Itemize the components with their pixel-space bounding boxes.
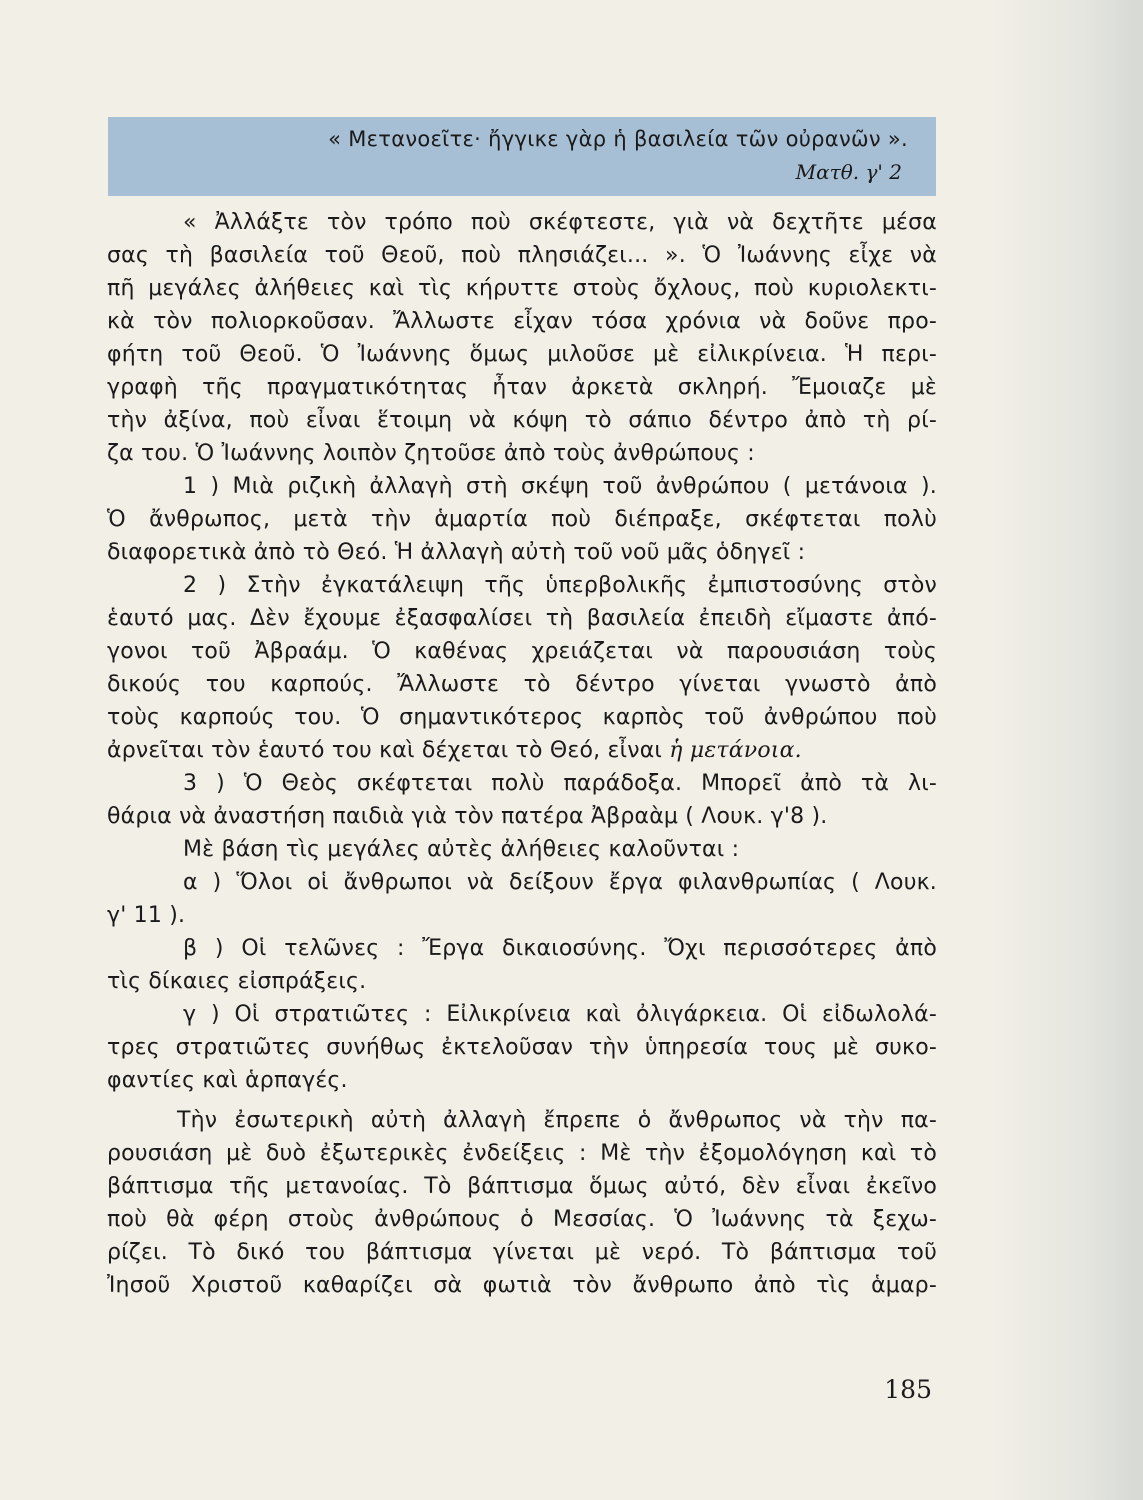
text-line: βάπτισμα τῆς μετανοίας. Τὸ βάπτισμα ὅμως αὐτό, δὲν εἶναι ἐκεῖνο <box>107 1174 937 1199</box>
italic-phrase: ἡ μετάνοια. <box>669 738 802 763</box>
text-line: γ ) Οἱ στρατιῶτες : Εἰλικρίνεια καὶ ὀλιγάρκεια. Οἱ εἰδωλολά- <box>183 1002 937 1027</box>
epigraph-quote: « Μετανοεῖτε· ἤγγικε γὰρ ἡ βασιλεία τῶν οὐρανῶν ». <box>328 127 908 151</box>
text-line: γ' 11 ). <box>107 903 186 928</box>
epigraph-box <box>108 117 936 196</box>
text-line-with-italic <box>107 734 937 767</box>
text-line-part: ἀρνεῖται τὸν ἑαυτό του καὶ δέχεται τὸ Θεό, εἶναι <box>107 738 663 763</box>
body-text <box>107 206 937 1302</box>
text-line: τὴν ἀξίνα, ποὺ εἶναι ἕτοιμη νὰ κόψη τὸ σάπιο δέντρο ἀπὸ τὴ ρί- <box>107 408 937 433</box>
epigraph-reference: Ματθ. γ' 2 <box>795 160 902 184</box>
text-line: διαφορετικὰ ἀπὸ τὸ Θεό. Ἡ ἀλλαγὴ αὐτὴ τοῦ νοῦ μᾶς ὁδηγεῖ : <box>107 540 806 565</box>
page-edge-shadow <box>993 0 1143 1500</box>
text-line: τὶς δίκαιες εἰσπράξεις. <box>107 969 367 994</box>
page-number: 185 <box>884 1375 932 1404</box>
text-line: γραφὴ τῆς πραγματικότητας ἦταν ἀρκετὰ σκληρή. Ἔμοιαζε μὲ <box>107 375 937 400</box>
text-line: Ὁ ἄνθρωπος, μετὰ τὴν ἁμαρτία ποὺ διέπραξε, σκέφτεται πολὺ <box>107 507 937 532</box>
text-line: 3 ) Ὁ Θεὸς σκέφτεται πολὺ παράδοξα. Μπορεῖ ἀπὸ τὰ λι- <box>183 771 937 796</box>
text-line: τοὺς καρπούς του. Ὁ σημαντικότερος καρπὸς τοῦ ἀνθρώπου ποὺ <box>107 705 937 730</box>
text-line: φαντίες καὶ ἁρπαγές. <box>107 1068 348 1093</box>
text-line: 1 ) Μιὰ ριζικὴ ἀλλαγὴ στὴ σκέψη τοῦ ἀνθρώπου ( μετάνοια ). <box>183 474 937 499</box>
text-line: ἑαυτό μας. Δὲν ἔχουμε ἐξασφαλίσει τὴ βασιλεία ἐπειδὴ εἴμαστε ἀπό- <box>107 606 937 631</box>
text-line: πῆ μεγάλες ἀλήθειες καὶ τὶς κήρυττε στοὺς ὄχλους, ποὺ κυριολεκτι- <box>107 276 937 301</box>
text-line: ρίζει. Τὸ δικό του βάπτισμα γίνεται μὲ νερό. Τὸ βάπτισμα τοῦ <box>107 1240 937 1265</box>
text-line: κὰ τὸν πολιορκοῦσαν. Ἄλλωστε εἶχαν τόσα χρόνια νὰ δοῦνε προ- <box>107 309 937 334</box>
text-line: Μὲ βάση τὶς μεγάλες αὐτὲς ἀλήθειες καλοῦνται : <box>183 837 740 862</box>
text-line: Τὴν ἐσωτερικὴ αὐτὴ ἀλλαγὴ ἔπρεπε ὁ ἄνθρωπος νὰ τὴν πα- <box>177 1108 937 1133</box>
text-line: θάρια νὰ ἀναστήση παιδιὰ γιὰ τὸν πατέρα Ἀβραὰμ ( Λουκ. γ'8 ). <box>107 804 828 829</box>
text-line: ρουσιάση μὲ δυὸ ἐξωτερικὲς ἐνδείξεις : Μὲ τὴν ἐξομολόγηση καὶ τὸ <box>107 1141 937 1166</box>
text-line: 2 ) Στὴν ἐγκατάλειψη τῆς ὑπερβολικῆς ἐμπιστοσύνης στὸν <box>183 573 937 598</box>
text-line: « Ἀλλάξτε τὸν τρόπο ποὺ σκέφτεστε, γιὰ νὰ δεχτῆτε μέσα <box>183 210 937 235</box>
text-line: ποὺ θὰ φέρη στοὺς ἀνθρώπους ὁ Μεσσίας. Ὁ Ἰωάννης τὰ ξεχω- <box>107 1207 937 1232</box>
text-line: ζα του. Ὁ Ἰωάννης λοιπὸν ζητοῦσε ἀπὸ τοὺς ἀνθρώπους : <box>107 441 755 466</box>
text-line: φήτη τοῦ Θεοῦ. Ὁ Ἰωάννης ὅμως μιλοῦσε μὲ εἰλικρίνεια. Ἡ περι- <box>107 342 937 367</box>
text-line: σας τὴ βασιλεία τοῦ Θεοῦ, ποὺ πλησιάζει... ». Ὁ Ἰωάννης εἶχε νὰ <box>107 243 937 268</box>
text-line: δικούς του καρπούς. Ἄλλωστε τὸ δέντρο γίνεται γνωστὸ ἀπὸ <box>107 672 937 697</box>
text-line: Ἰησοῦ Χριστοῦ καθαρίζει σὰ φωτιὰ τὸν ἄνθρωπο ἀπὸ τὶς ἁμαρ- <box>107 1273 937 1298</box>
text-line: γονοι τοῦ Ἀβραάμ. Ὁ καθένας χρειάζεται νὰ παρουσιάση τοὺς <box>107 639 937 664</box>
text-line: β ) Οἱ τελῶνες : Ἔργα δικαιοσύνης. Ὄχι περισσότερες ἀπὸ <box>183 936 937 961</box>
text-line: α ) Ὅλοι οἱ ἄνθρωποι νὰ δείξουν ἔργα φιλανθρωπίας ( Λουκ. <box>183 870 937 895</box>
text-line: τρες στρατιῶτες συνήθως ἐκτελοῦσαν τὴν ὑπηρεσία τους μὲ συκο- <box>107 1035 937 1060</box>
